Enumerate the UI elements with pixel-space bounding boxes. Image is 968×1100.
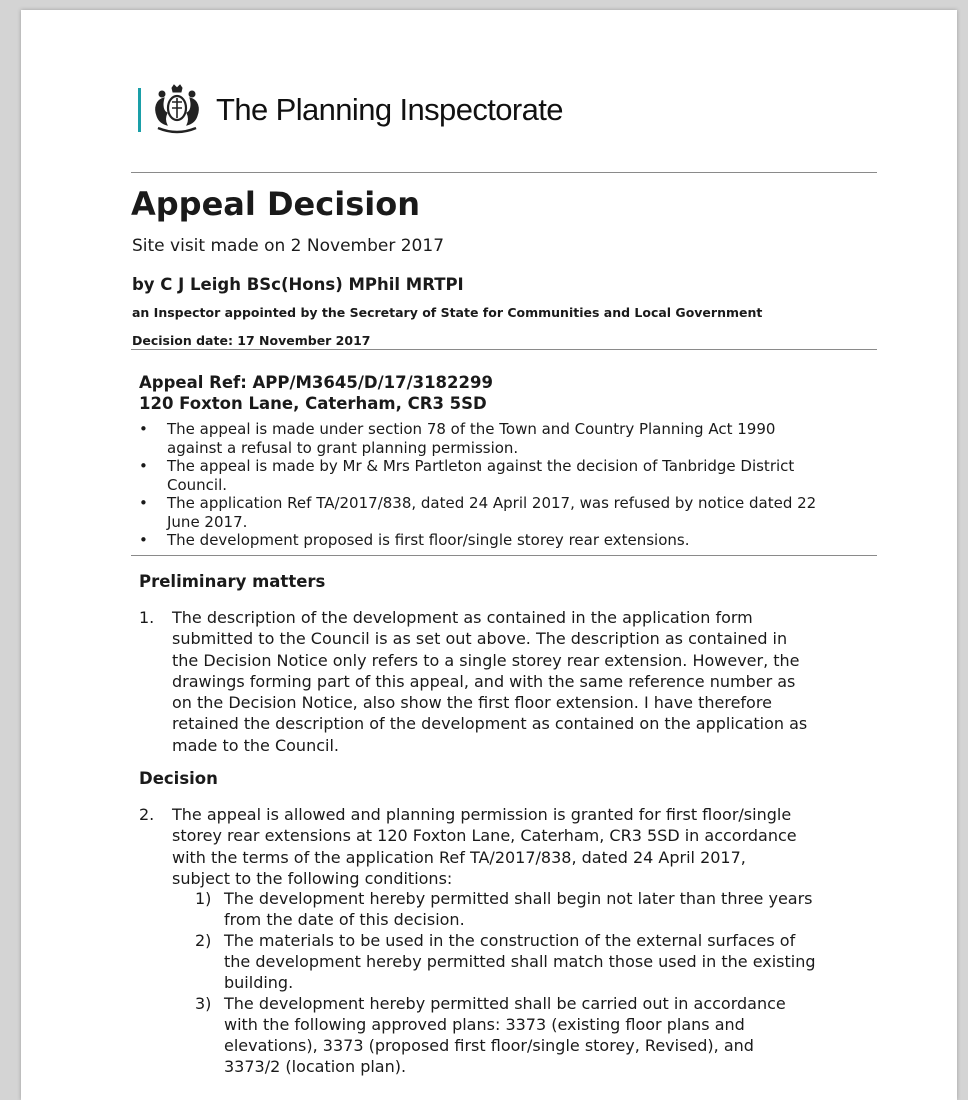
preliminary-matters-heading: Preliminary matters — [139, 572, 326, 591]
list-item: 1) The development hereby permitted shall begin not later than three years from the date of this decision. — [195, 889, 813, 929]
inspector-name: by C J Leigh BSc(Hons) MPhil MRTPI — [132, 275, 464, 294]
logo-accent-bar — [138, 88, 141, 132]
appeal-details-divider — [131, 555, 877, 556]
conditions-list — [195, 888, 875, 1077]
decision-date-divider — [131, 349, 877, 350]
header-divider — [131, 172, 877, 173]
paragraph-2 — [139, 804, 879, 889]
decision-date: Decision date: 17 November 2017 — [132, 333, 371, 348]
list-item: 3) The development hereby permitted shall be carried out in accordance with the following approved plans: 3373 (existing floor plans and elevations), 3373 (proposed first floor/single storey, Revised), and 3373/2 (location plan). — [195, 994, 786, 1076]
site-visit-text: Site visit made on 2 November 2017 — [132, 236, 445, 256]
royal-crest-icon — [150, 84, 204, 136]
list-item: • The application Ref TA/2017/838, dated 24 April 2017, was refused by notice dated 22 June 2017. — [139, 494, 869, 531]
paragraph-body: The description of the development as contained in the application form submitted to the Council is as set out above. The description as contained in the Decision Notice only refers to a single storey rear extension. However, the drawings forming part of this appeal, and with the same reference number as on the Decision Notice, also show the first floor extension. I have therefore retained the description of the development as contained on the application as made to the Council. — [172, 608, 808, 755]
paragraph-number: 1. — [139, 608, 155, 627]
list-item: • The appeal is made by Mr & Mrs Partleton against the decision of Tanbridge District Council. — [139, 457, 869, 494]
page-title: Appeal Decision — [131, 185, 420, 223]
list-item: • The appeal is made under section 78 of the Town and Country Planning Act 1990 against a refusal to grant planning permission. — [139, 420, 869, 457]
decision-heading: Decision — [139, 769, 218, 788]
appeal-reference-block — [139, 372, 493, 414]
paragraph-number: 2. — [139, 805, 155, 824]
appeal-ref: Appeal Ref: APP/M3645/D/17/3182299 — [139, 373, 493, 392]
list-item: 2) The materials to be used in the construction of the external surfaces of the development hereby permitted shall match those used in the existing building. — [195, 931, 816, 992]
appeal-address: 120 Foxton Lane, Caterham, CR3 5SD — [139, 394, 487, 413]
paragraph-1 — [139, 607, 879, 756]
list-item: • The development proposed is first floor/single storey rear extensions. — [139, 531, 869, 550]
planning-inspectorate-logo — [136, 82, 596, 138]
inspector-role: an Inspector appointed by the Secretary of State for Communities and Local Government — [132, 305, 763, 320]
organisation-name: The Planning Inspectorate — [216, 92, 563, 127]
paragraph-body: The appeal is allowed and planning permission is granted for first floor/single storey rear extensions at 120 Foxton Lane, Caterham, CR3 5SD in accordance with the terms of the application Ref TA/2017/838, dated 24 April 2017, subject to the following conditions: — [172, 805, 797, 888]
document-page — [21, 10, 957, 1100]
appeal-details-list — [139, 420, 869, 550]
